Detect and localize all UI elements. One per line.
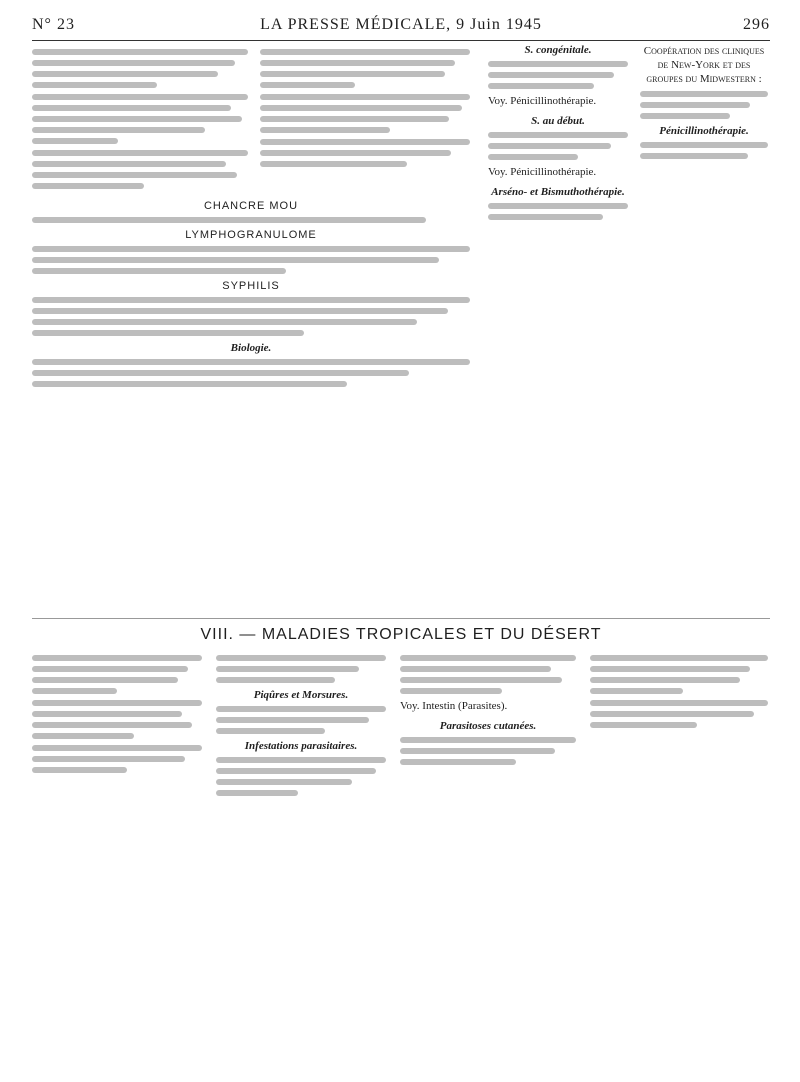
biologie-heading: Biologie. (230, 342, 272, 354)
arseno-heading: Arséno- et Bismuthothérapie. (491, 186, 625, 198)
text-placeholder (400, 737, 576, 765)
piqures-heading: Piqûres et Morsures. (253, 689, 349, 701)
text-placeholder (32, 94, 248, 144)
text-placeholder (32, 745, 202, 773)
text-placeholder (260, 94, 470, 133)
text-placeholder (590, 700, 768, 728)
lower-column-1 (32, 650, 202, 779)
running-header (32, 14, 770, 41)
upper-column-1 (32, 44, 248, 195)
text-placeholder (32, 700, 202, 739)
text-placeholder (216, 655, 386, 683)
text-placeholder (488, 132, 628, 160)
text-placeholder (32, 359, 470, 387)
penicillinotherapie-heading: Pénicillinothérapie. (659, 125, 749, 137)
text-placeholder (216, 706, 386, 734)
text-placeholder (640, 142, 768, 159)
infestations-heading: Infestations parasitaires. (244, 740, 358, 752)
chancre-mou-heading: CHANCRE MOU (203, 200, 299, 212)
text-placeholder (260, 139, 470, 167)
journal-title: LA PRESSE MÉDICALE, 9 Juin 1945 (260, 16, 542, 33)
upper-column-3 (488, 44, 628, 226)
text-placeholder (216, 757, 386, 796)
parasitoses-heading: Parasitoses cutanées. (439, 720, 537, 732)
text-placeholder (488, 61, 628, 89)
tropical-section-heading: VIII. — MALADIES TROPICALES ET DU DÉSERT (200, 626, 602, 643)
page-number: 296 (743, 16, 770, 33)
cooperation-heading: Coopération des cliniques de New-York et des groupes du Midwestern : (643, 45, 765, 85)
upper-column-2 (260, 44, 470, 173)
text-placeholder (640, 91, 768, 119)
text-placeholder (32, 217, 470, 223)
upper-column-4 (640, 44, 768, 165)
text-placeholder (32, 655, 202, 694)
lower-column-2 (216, 650, 386, 802)
lower-column-3 (400, 650, 576, 771)
section-divider (32, 618, 770, 619)
see-also-penicillinotherapie-1: Voy. Pénicillinothérapie. (488, 95, 597, 107)
text-placeholder (400, 655, 576, 694)
s-congenitale-heading: S. congénitale. (524, 44, 592, 56)
see-also-penicillinotherapie-2: Voy. Pénicillinothérapie. (488, 166, 597, 178)
text-placeholder (590, 655, 768, 694)
lower-column-4 (590, 650, 768, 734)
syphilis-heading: SYPHILIS (222, 280, 280, 292)
see-also-intestin: Voy. Intestin (Parasites). (400, 700, 508, 712)
upper-wide-sections (32, 200, 470, 393)
text-placeholder (32, 297, 470, 336)
text-placeholder (488, 203, 628, 220)
text-placeholder (260, 49, 470, 88)
text-placeholder (32, 150, 248, 189)
lymphogranulome-heading: LYMPHOGRANULOME (185, 229, 317, 241)
text-placeholder (32, 246, 470, 274)
s-au-debut-heading: S. au début. (531, 115, 585, 127)
text-placeholder (32, 49, 248, 88)
issue-number: N° 23 (32, 16, 75, 33)
